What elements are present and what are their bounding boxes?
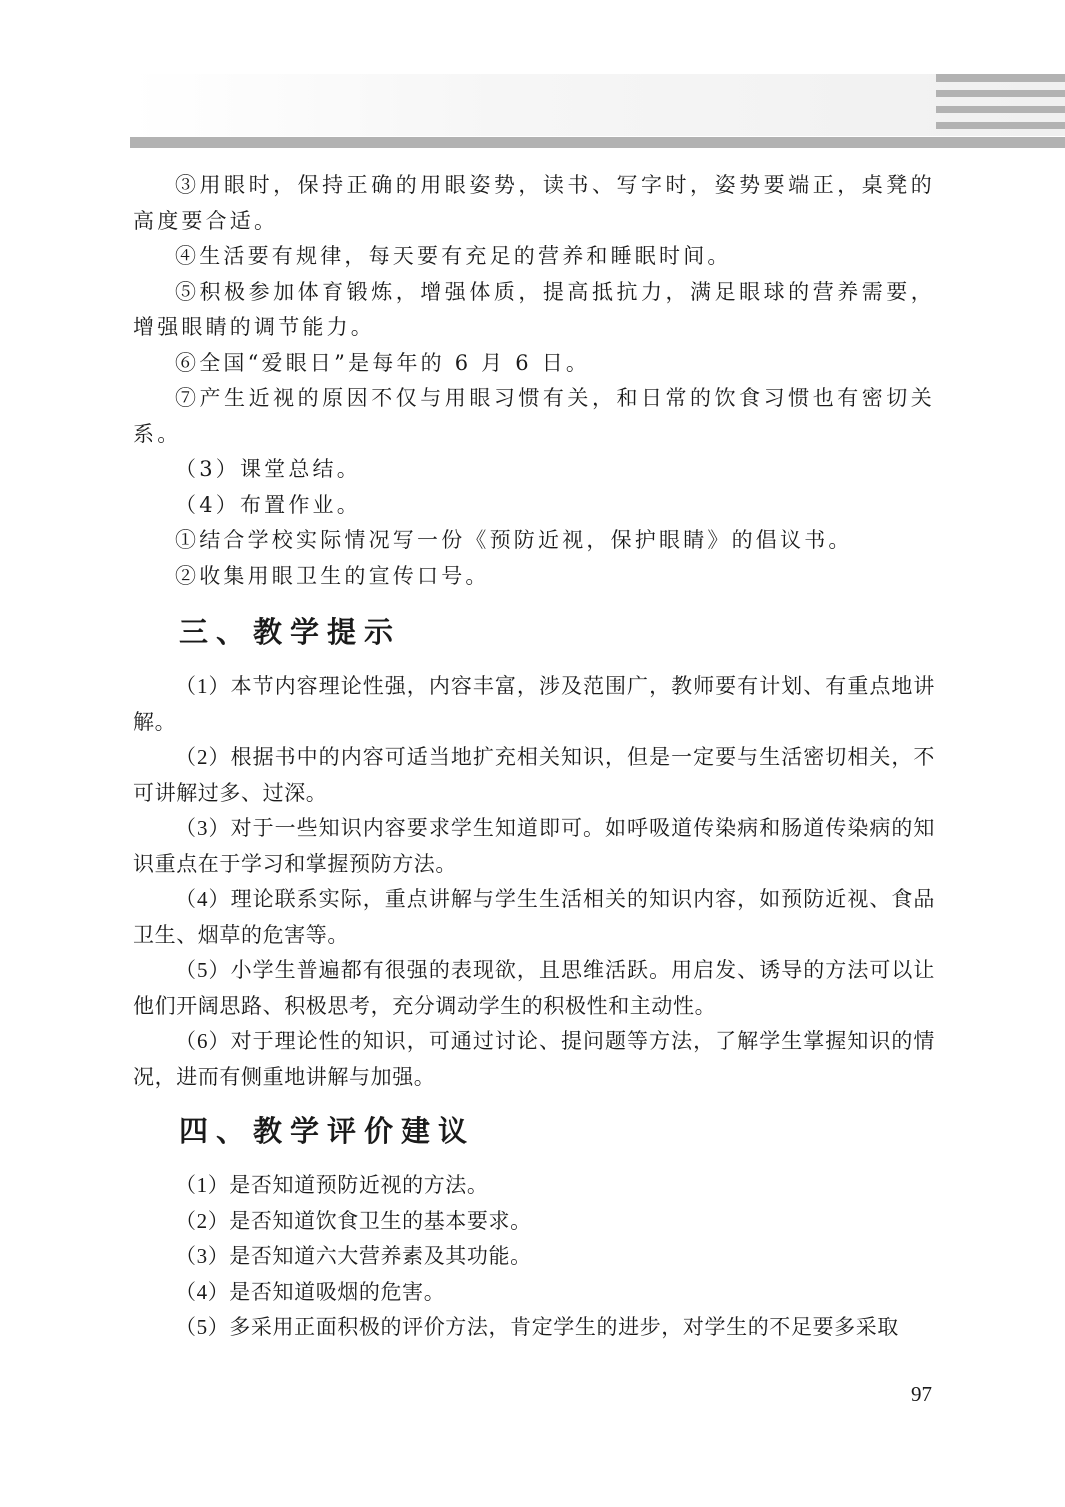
- teaching-tips-list: [133, 669, 935, 1095]
- header-rule: [130, 137, 1065, 148]
- list-item: （1）是否知道预防近视的方法。: [175, 1173, 489, 1197]
- header-stripe: [936, 122, 1065, 129]
- list-item: （2）根据书中的内容可适当地扩充相关知识，但是一定要与生活密切相关，不可讲解过多、过深。: [133, 745, 935, 805]
- activity-list: [133, 168, 935, 594]
- list-item: ⑤积极参加体育锻炼，增强体质，提高抵抗力，满足眼球的营养需要，增强眼睛的调节能力。: [133, 279, 935, 339]
- header-band: [130, 74, 1065, 136]
- list-item: （1）本节内容理论性强，内容丰富，涉及范围广，教师要有计划、有重点地讲解。: [133, 674, 935, 734]
- list-item: （5）多采用正面积极的评价方法，肯定学生的进步，对学生的不足要多采取: [175, 1315, 899, 1339]
- list-item: ③用眼时，保持正确的用眼姿势，读书、写字时，姿势要端正，桌凳的高度要合适。: [133, 173, 935, 233]
- header-stripe: [936, 74, 1065, 82]
- list-item: ⑦产生近视的原因不仅与用眼习惯有关，和日常的饮食习惯也有密切关系。: [133, 386, 935, 446]
- list-item: ④生活要有规律，每天要有充足的营养和睡眠时间。: [175, 244, 732, 268]
- list-item: （4）理论联系实际，重点讲解与学生生活相关的知识内容，如预防近视、食品卫生、烟草的危害等。: [133, 887, 935, 947]
- list-item: （4）布置作业。: [175, 492, 361, 517]
- page-content: [133, 168, 935, 1346]
- section-heading-evaluation: 四、教学评价建议: [179, 1114, 476, 1148]
- list-item: （3）是否知道六大营养素及其功能。: [175, 1244, 532, 1268]
- header-stripe: [936, 90, 1065, 97]
- section-heading-teaching-tips: 三、教学提示: [179, 615, 402, 649]
- list-item: ①结合学校实际情况写一份《预防近视，保护眼睛》的倡议书。: [175, 528, 853, 552]
- list-item: （3）课堂总结。: [175, 457, 361, 481]
- list-item: （5）小学生普遍都有很强的表现欲，且思维活跃。用启发、诱导的方法可以让他们开阔思路、积极思考，充分调动学生的积极性和主动性。: [133, 958, 935, 1018]
- evaluation-list: [133, 1168, 935, 1346]
- list-item: ⑥全国“爱眼日”是每年的 6 月 6 日。: [175, 350, 591, 375]
- header-stripe: [936, 106, 1065, 113]
- list-item: ②收集用眼卫生的宣传口号。: [175, 563, 490, 588]
- list-item: （4）是否知道吸烟的危害。: [175, 1279, 446, 1304]
- list-item: （6）对于理论性的知识，可通过讨论、提问题等方法，了解学生掌握知识的情况，进而有侧重地讲解与加强。: [133, 1029, 935, 1089]
- list-item: （3）对于一些知识内容要求学生知道即可。如呼吸道传染病和肠道传染病的知识重点在于学习和掌握预防方法。: [133, 816, 935, 876]
- list-item: （2）是否知道饮食卫生的基本要求。: [175, 1208, 532, 1233]
- page-number: 97: [911, 1382, 932, 1406]
